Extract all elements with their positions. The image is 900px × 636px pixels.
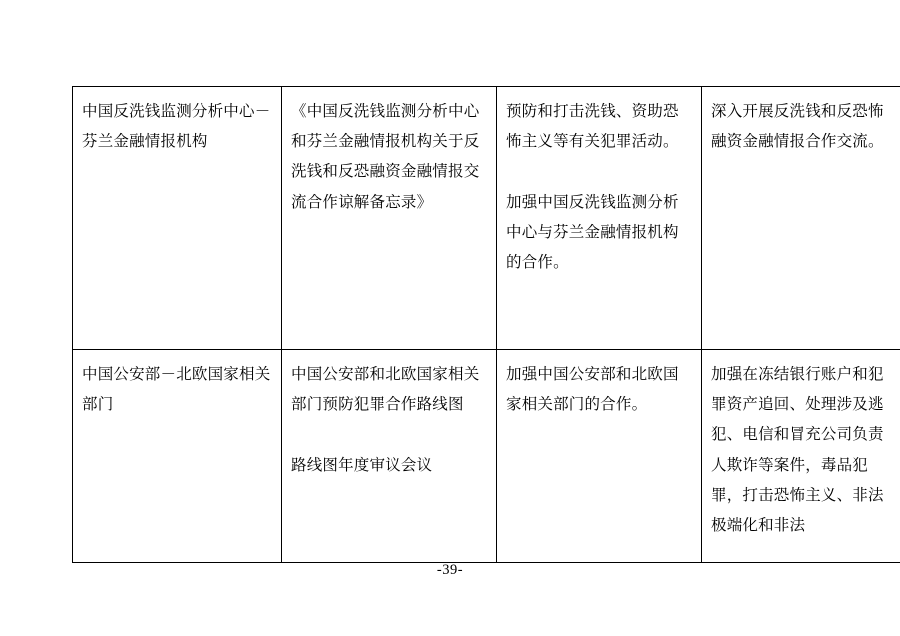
cell-paragraph: 中国反洗钱监测分析中心－芬兰金融情报机构: [82, 103, 271, 151]
table-row: [73, 350, 900, 563]
cell-paragraph: 《中国反洗钱监测分析中心和芬兰金融情报机构关于反洗钱和反恐融资金融情报交流合作谅解备忘录》: [291, 103, 480, 211]
table-cell-purpose: [497, 350, 702, 563]
cell-paragraph: 路线图年度审议会议: [291, 456, 433, 474]
table-cell-outcome: [702, 87, 900, 350]
table-cell-document: [282, 87, 497, 350]
table-cell-parties: [73, 350, 282, 563]
cell-paragraph: 中国公安部－北欧国家相关部门: [82, 366, 271, 414]
table-cell-document: [282, 350, 497, 563]
cell-paragraph: 深入开展反洗钱和反恐怖融资金融情报合作交流。: [711, 103, 884, 151]
table-body: [73, 87, 900, 563]
cell-paragraph: 加强中国公安部和北欧国家相关部门的合作。: [506, 366, 679, 414]
page-number: -39-: [436, 562, 464, 578]
agreements-table: [72, 86, 900, 563]
cell-paragraph: 加强中国反洗钱监测分析中心与芬兰金融情报机构的合作。: [506, 193, 679, 272]
cell-paragraph: 预防和打击洗钱、资助恐怖主义等有关犯罪活动。: [506, 103, 679, 151]
table-row: [73, 87, 900, 350]
table-cell-outcome: [702, 350, 900, 563]
table-cell-purpose: [497, 87, 702, 350]
cell-paragraph: 加强在冻结银行账户和犯罪资产追回、处理涉及逃犯、电信和冒充公司负责人欺诈等案件，毒品犯罪，打击恐怖主义、非法极端化和非法: [711, 366, 884, 535]
cell-paragraph: 中国公安部和北欧国家相关部门预防犯罪合作路线图: [291, 366, 480, 414]
table-cell-parties: [73, 87, 282, 350]
